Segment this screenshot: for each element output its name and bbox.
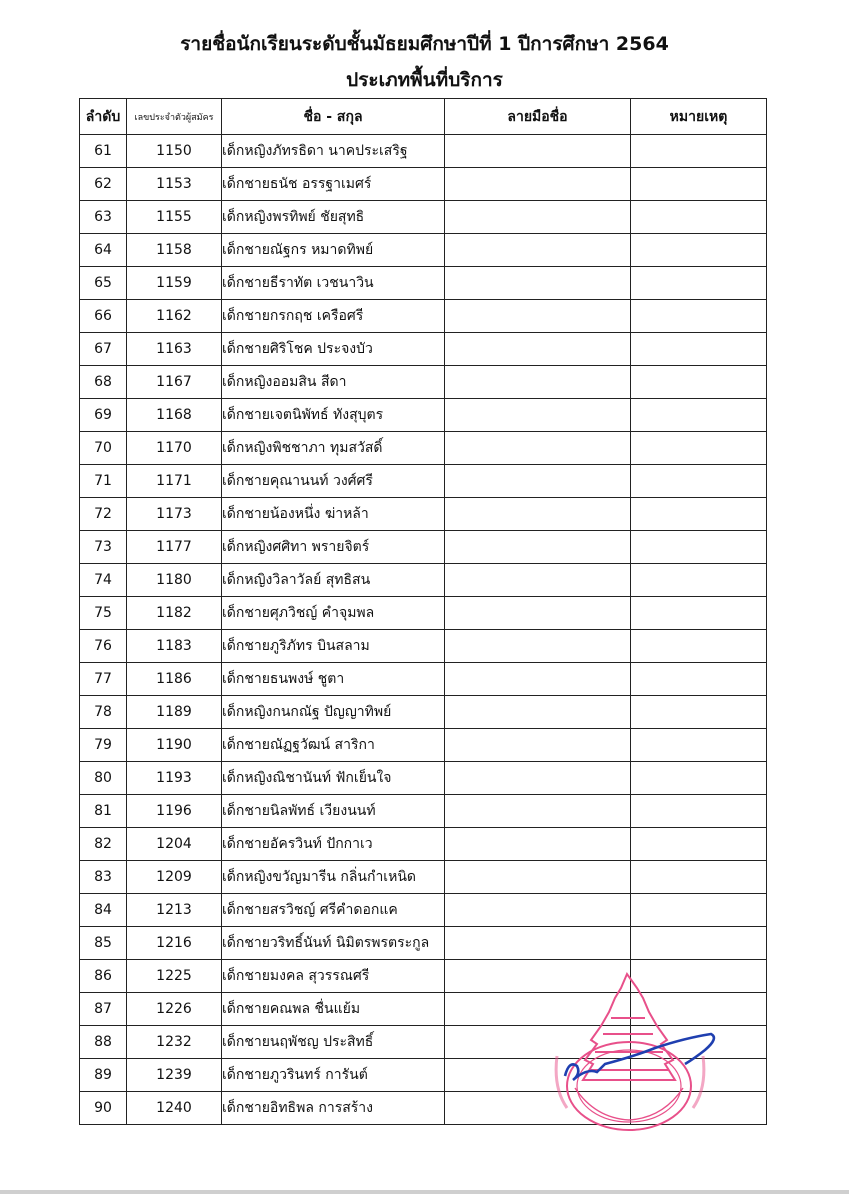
row-signature-cell bbox=[445, 432, 631, 465]
row-student-name: เด็กชายมงคล สุวรรณศรี bbox=[222, 960, 445, 993]
table-row bbox=[80, 333, 767, 366]
row-applicant-id: 1196 bbox=[127, 795, 222, 828]
row-signature-cell bbox=[445, 333, 631, 366]
row-remark-cell bbox=[631, 927, 767, 960]
row-remark-cell bbox=[631, 300, 767, 333]
row-no: 68 bbox=[80, 366, 127, 399]
row-signature-cell bbox=[445, 927, 631, 960]
table-row bbox=[80, 564, 767, 597]
row-student-name: เด็กหญิงณิชานันท์ ฟักเย็นใจ bbox=[222, 762, 445, 795]
table-row bbox=[80, 597, 767, 630]
row-student-name: เด็กชายศิริโชค ประจงบัว bbox=[222, 333, 445, 366]
row-signature-cell bbox=[445, 531, 631, 564]
row-applicant-id: 1153 bbox=[127, 168, 222, 201]
row-student-name: เด็กชายกรกฤช เครือศรี bbox=[222, 300, 445, 333]
row-student-name: เด็กชายคณพล ชื่นแย้ม bbox=[222, 993, 445, 1026]
row-signature-cell bbox=[445, 663, 631, 696]
row-student-name: เด็กหญิงภัทรธิดา นาคประเสริฐ bbox=[222, 135, 445, 168]
row-remark-cell bbox=[631, 630, 767, 663]
table-row bbox=[80, 300, 767, 333]
row-applicant-id: 1209 bbox=[127, 861, 222, 894]
row-signature-cell bbox=[445, 135, 631, 168]
row-student-name: เด็กชายคุณานนท์ วงศ์ศรี bbox=[222, 465, 445, 498]
row-student-name: เด็กหญิงศศิทา พรายจิตร์ bbox=[222, 531, 445, 564]
row-applicant-id: 1180 bbox=[127, 564, 222, 597]
row-remark-cell bbox=[631, 168, 767, 201]
table-row bbox=[80, 465, 767, 498]
row-no: 88 bbox=[80, 1026, 127, 1059]
header-signature: ลายมือชื่อ bbox=[445, 99, 631, 135]
table-row bbox=[80, 762, 767, 795]
row-applicant-id: 1155 bbox=[127, 201, 222, 234]
row-student-name: เด็กชายณัฏฐวัฒน์ สาริกา bbox=[222, 729, 445, 762]
row-signature-cell bbox=[445, 762, 631, 795]
row-remark-cell bbox=[631, 135, 767, 168]
school-seal-stamp bbox=[535, 968, 730, 1143]
row-signature-cell bbox=[445, 465, 631, 498]
document-title: รายชื่อนักเรียนระดับชั้นมัธยมศึกษาปีที่ 1 ปีการศึกษา 2564 bbox=[180, 33, 669, 55]
row-no: 85 bbox=[80, 927, 127, 960]
row-remark-cell bbox=[631, 861, 767, 894]
row-signature-cell bbox=[445, 399, 631, 432]
table-header-row bbox=[80, 99, 767, 135]
table-row bbox=[80, 663, 767, 696]
table-row bbox=[80, 630, 767, 663]
row-applicant-id: 1186 bbox=[127, 663, 222, 696]
row-student-name: เด็กชายณัฐกร หมาดทิพย์ bbox=[222, 234, 445, 267]
row-signature-cell bbox=[445, 597, 631, 630]
row-no: 67 bbox=[80, 333, 127, 366]
row-student-name: เด็กชายอัครวินท์ ปักกาเว bbox=[222, 828, 445, 861]
table-row bbox=[80, 696, 767, 729]
row-signature-cell bbox=[445, 168, 631, 201]
row-signature-cell bbox=[445, 564, 631, 597]
row-remark-cell bbox=[631, 597, 767, 630]
table-row bbox=[80, 498, 767, 531]
row-student-name: เด็กชายธนพงษ์ ชูตา bbox=[222, 663, 445, 696]
row-student-name: เด็กหญิงออมสิน สีดา bbox=[222, 366, 445, 399]
row-student-name: เด็กชายภูริภัทร บินสลาม bbox=[222, 630, 445, 663]
row-student-name: เด็กชายธนัช อรรฐาเมศร์ bbox=[222, 168, 445, 201]
row-signature-cell bbox=[445, 729, 631, 762]
row-no: 83 bbox=[80, 861, 127, 894]
row-student-name: เด็กหญิงกนกณัฐ ปัญญาทิพย์ bbox=[222, 696, 445, 729]
row-applicant-id: 1171 bbox=[127, 465, 222, 498]
row-applicant-id: 1216 bbox=[127, 927, 222, 960]
row-applicant-id: 1177 bbox=[127, 531, 222, 564]
row-remark-cell bbox=[631, 894, 767, 927]
table-row bbox=[80, 531, 767, 564]
row-remark-cell bbox=[631, 267, 767, 300]
row-remark-cell bbox=[631, 432, 767, 465]
row-no: 62 bbox=[80, 168, 127, 201]
row-no: 75 bbox=[80, 597, 127, 630]
table-row bbox=[80, 201, 767, 234]
header-applicant-id: เลขประจำตัวผู้สมัคร bbox=[127, 99, 222, 135]
row-student-name: เด็กชายภูวรินทร์ การันต์ bbox=[222, 1059, 445, 1092]
row-applicant-id: 1167 bbox=[127, 366, 222, 399]
row-applicant-id: 1159 bbox=[127, 267, 222, 300]
row-remark-cell bbox=[631, 696, 767, 729]
row-student-name: เด็กชายสรวิชญ์ ศรีคำดอกแค bbox=[222, 894, 445, 927]
row-no: 69 bbox=[80, 399, 127, 432]
row-signature-cell bbox=[445, 861, 631, 894]
row-remark-cell bbox=[631, 564, 767, 597]
row-signature-cell bbox=[445, 234, 631, 267]
row-remark-cell bbox=[631, 399, 767, 432]
row-no: 66 bbox=[80, 300, 127, 333]
row-signature-cell bbox=[445, 267, 631, 300]
row-student-name: เด็กชายวริทธิ์นันท์ นิมิตรพรตระกูล bbox=[222, 927, 445, 960]
row-no: 61 bbox=[80, 135, 127, 168]
row-remark-cell bbox=[631, 663, 767, 696]
row-remark-cell bbox=[631, 498, 767, 531]
row-applicant-id: 1170 bbox=[127, 432, 222, 465]
row-applicant-id: 1226 bbox=[127, 993, 222, 1026]
row-no: 84 bbox=[80, 894, 127, 927]
row-applicant-id: 1239 bbox=[127, 1059, 222, 1092]
row-no: 65 bbox=[80, 267, 127, 300]
row-applicant-id: 1190 bbox=[127, 729, 222, 762]
row-student-name: เด็กหญิงวิลาวัลย์ สุทธิสน bbox=[222, 564, 445, 597]
row-applicant-id: 1189 bbox=[127, 696, 222, 729]
row-signature-cell bbox=[445, 201, 631, 234]
row-no: 89 bbox=[80, 1059, 127, 1092]
row-student-name: เด็กชายนฤพัชญ ประสิทธิ์ bbox=[222, 1026, 445, 1059]
row-no: 73 bbox=[80, 531, 127, 564]
row-applicant-id: 1162 bbox=[127, 300, 222, 333]
document-subtitle: ประเภทพื้นที่บริการ bbox=[346, 69, 503, 91]
row-remark-cell bbox=[631, 333, 767, 366]
table-row bbox=[80, 234, 767, 267]
row-applicant-id: 1150 bbox=[127, 135, 222, 168]
table-row bbox=[80, 267, 767, 300]
row-no: 71 bbox=[80, 465, 127, 498]
row-student-name: เด็กชายเจตนิพัทธ์ ทังสุบุตร bbox=[222, 399, 445, 432]
row-signature-cell bbox=[445, 795, 631, 828]
row-applicant-id: 1225 bbox=[127, 960, 222, 993]
table-row bbox=[80, 828, 767, 861]
row-no: 76 bbox=[80, 630, 127, 663]
row-no: 70 bbox=[80, 432, 127, 465]
row-no: 79 bbox=[80, 729, 127, 762]
table-row bbox=[80, 795, 767, 828]
row-signature-cell bbox=[445, 366, 631, 399]
row-applicant-id: 1204 bbox=[127, 828, 222, 861]
row-signature-cell bbox=[445, 696, 631, 729]
scan-bottom-edge bbox=[0, 1190, 849, 1194]
row-signature-cell bbox=[445, 894, 631, 927]
table-row bbox=[80, 861, 767, 894]
header-no: ลำดับ bbox=[80, 99, 127, 135]
row-remark-cell bbox=[631, 465, 767, 498]
row-no: 74 bbox=[80, 564, 127, 597]
table-row bbox=[80, 366, 767, 399]
row-applicant-id: 1158 bbox=[127, 234, 222, 267]
row-remark-cell bbox=[631, 762, 767, 795]
row-student-name: เด็กหญิงพิชชาภา ทุมสวัสดิ์ bbox=[222, 432, 445, 465]
row-signature-cell bbox=[445, 828, 631, 861]
row-student-name: เด็กชายน้องหนึ่ง ฆ่าหล้า bbox=[222, 498, 445, 531]
row-no: 64 bbox=[80, 234, 127, 267]
row-no: 90 bbox=[80, 1092, 127, 1125]
row-no: 63 bbox=[80, 201, 127, 234]
row-applicant-id: 1232 bbox=[127, 1026, 222, 1059]
row-remark-cell bbox=[631, 795, 767, 828]
row-no: 86 bbox=[80, 960, 127, 993]
row-applicant-id: 1163 bbox=[127, 333, 222, 366]
row-applicant-id: 1182 bbox=[127, 597, 222, 630]
row-remark-cell bbox=[631, 234, 767, 267]
row-remark-cell bbox=[631, 366, 767, 399]
row-student-name: เด็กหญิงพรทิพย์ ชัยสุทธิ bbox=[222, 201, 445, 234]
table-row bbox=[80, 168, 767, 201]
row-no: 80 bbox=[80, 762, 127, 795]
row-student-name: เด็กชายธีราทัต เวชนาวิน bbox=[222, 267, 445, 300]
row-applicant-id: 1168 bbox=[127, 399, 222, 432]
row-applicant-id: 1193 bbox=[127, 762, 222, 795]
table-row bbox=[80, 894, 767, 927]
row-remark-cell bbox=[631, 201, 767, 234]
row-student-name: เด็กชายนิลพัทธ์ เวียงนนท์ bbox=[222, 795, 445, 828]
row-signature-cell bbox=[445, 300, 631, 333]
row-student-name: เด็กชายอิทธิพล การสร้าง bbox=[222, 1092, 445, 1125]
row-no: 81 bbox=[80, 795, 127, 828]
row-no: 72 bbox=[80, 498, 127, 531]
row-applicant-id: 1183 bbox=[127, 630, 222, 663]
table-row bbox=[80, 399, 767, 432]
row-applicant-id: 1240 bbox=[127, 1092, 222, 1125]
row-remark-cell bbox=[631, 828, 767, 861]
row-student-name: เด็กชายศุภวิชญ์ คำจุมพล bbox=[222, 597, 445, 630]
table-row bbox=[80, 432, 767, 465]
row-signature-cell bbox=[445, 498, 631, 531]
table-row bbox=[80, 927, 767, 960]
table-row bbox=[80, 135, 767, 168]
row-no: 77 bbox=[80, 663, 127, 696]
row-remark-cell bbox=[631, 729, 767, 762]
row-no: 87 bbox=[80, 993, 127, 1026]
row-applicant-id: 1173 bbox=[127, 498, 222, 531]
row-no: 78 bbox=[80, 696, 127, 729]
row-applicant-id: 1213 bbox=[127, 894, 222, 927]
row-student-name: เด็กหญิงขวัญมารีน กลิ่นกำเหนิด bbox=[222, 861, 445, 894]
row-no: 82 bbox=[80, 828, 127, 861]
header-remark: หมายเหตุ bbox=[631, 99, 767, 135]
header-name: ชื่อ - สกุล bbox=[222, 99, 445, 135]
row-remark-cell bbox=[631, 531, 767, 564]
row-signature-cell bbox=[445, 630, 631, 663]
table-row bbox=[80, 729, 767, 762]
